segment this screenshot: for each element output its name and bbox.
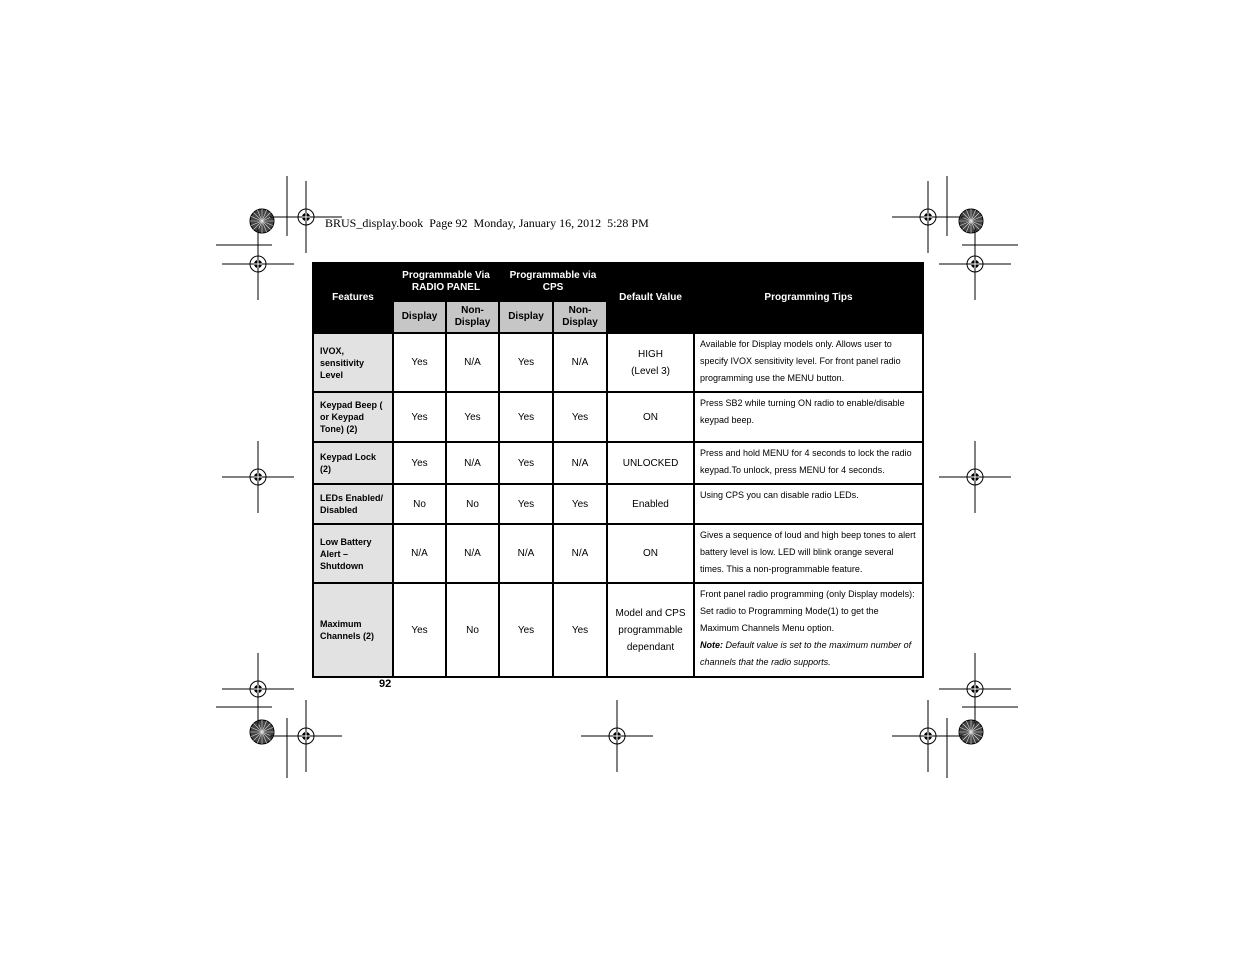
tip-cell: Gives a sequence of loud and high beep tones to alert battery level is low. LED will blink orange several times. This a non-programmable feature. bbox=[694, 524, 923, 583]
cps-display-cell: Yes bbox=[499, 484, 553, 524]
feature-cell: LEDs Enabled/ Disabled bbox=[313, 484, 393, 524]
default-value-cell: ON bbox=[607, 392, 694, 442]
print-header: BRUS_display.book Page 92 Monday, January 16, 2012 5:28 PM bbox=[325, 216, 649, 230]
table-row bbox=[313, 333, 923, 392]
panel-display-cell: No bbox=[393, 484, 446, 524]
cps-display-cell: N/A bbox=[499, 524, 553, 583]
note-label: Note: bbox=[700, 640, 724, 650]
tip-cell: Press and hold MENU for 4 seconds to lock the radio keypad.To unlock, press MENU for 4 seconds. bbox=[694, 442, 923, 484]
header-programming-tips: Programming Tips bbox=[694, 263, 923, 333]
panel-non-display-cell: N/A bbox=[446, 524, 499, 583]
feature-cell: Low Battery Alert – Shutdown bbox=[313, 524, 393, 583]
tip-cell: Available for Display models only. Allows user to specify IVOX sensitivity level. For front panel radio programming use the MENU button. bbox=[694, 333, 923, 392]
header-radio-panel: Programmable Via RADIO PANEL bbox=[393, 263, 499, 301]
panel-display-cell: Yes bbox=[393, 583, 446, 677]
cps-display-cell: Yes bbox=[499, 333, 553, 392]
panel-display-cell: Yes bbox=[393, 442, 446, 484]
default-value-cell: Enabled bbox=[607, 484, 694, 524]
tip-cell: Using CPS you can disable radio LEDs. bbox=[694, 484, 923, 524]
tip-text: Front panel radio programming (only Display models): Set radio to Programming Mode(1) to get the Maximum Channels Menu option. bbox=[700, 589, 915, 633]
table-row bbox=[313, 484, 923, 524]
table-row bbox=[313, 583, 923, 677]
feature-table bbox=[312, 262, 924, 678]
default-value-cell: Model and CPS programmable dependant bbox=[607, 583, 694, 677]
cps-non-display-cell: N/A bbox=[553, 524, 607, 583]
feature-cell: Keypad Beep ( or Keypad Tone) (2) bbox=[313, 392, 393, 442]
table-row bbox=[313, 524, 923, 583]
panel-display-cell: Yes bbox=[393, 392, 446, 442]
default-value-line: (Level 3) bbox=[631, 365, 670, 377]
cps-display-cell: Yes bbox=[499, 392, 553, 442]
tip-cell: Press SB2 while turning ON radio to enable/disable keypad beep. bbox=[694, 392, 923, 442]
cps-display-cell: Yes bbox=[499, 583, 553, 677]
cps-display-cell: Yes bbox=[499, 442, 553, 484]
panel-display-cell: Yes bbox=[393, 333, 446, 392]
panel-non-display-cell: N/A bbox=[446, 442, 499, 484]
feature-cell: Keypad Lock (2) bbox=[313, 442, 393, 484]
subheader-panel-non-display: Non-Display bbox=[446, 301, 499, 333]
cps-non-display-cell: N/A bbox=[553, 333, 607, 392]
panel-non-display-cell: N/A bbox=[446, 333, 499, 392]
panel-non-display-cell: No bbox=[446, 583, 499, 677]
subheader-panel-display: Display bbox=[393, 301, 446, 333]
page-number: 92 bbox=[379, 678, 392, 690]
cps-non-display-cell: Yes bbox=[553, 484, 607, 524]
cps-non-display-cell: Yes bbox=[553, 392, 607, 442]
cps-non-display-cell: Yes bbox=[553, 583, 607, 677]
default-value-line: HIGH bbox=[638, 348, 664, 360]
feature-cell: IVOX, sensitivity Level bbox=[313, 333, 393, 392]
subheader-cps-non-display: Non-Display bbox=[553, 301, 607, 333]
panel-display-cell: N/A bbox=[393, 524, 446, 583]
default-value-cell bbox=[607, 333, 694, 392]
panel-non-display-cell: Yes bbox=[446, 392, 499, 442]
subheader-cps-display: Display bbox=[499, 301, 553, 333]
default-value-cell: UNLOCKED bbox=[607, 442, 694, 484]
tip-cell bbox=[694, 583, 923, 677]
tip-note bbox=[700, 637, 917, 671]
default-value-cell: ON bbox=[607, 524, 694, 583]
note-text: Default value is set to the maximum number of channels that the radio supports. bbox=[700, 640, 912, 667]
table-row bbox=[313, 392, 923, 442]
panel-non-display-cell: No bbox=[446, 484, 499, 524]
table-row bbox=[313, 442, 923, 484]
header-default-value: Default Value bbox=[607, 263, 694, 333]
header-cps: Programmable via CPS bbox=[499, 263, 607, 301]
cps-non-display-cell: N/A bbox=[553, 442, 607, 484]
header-features: Features bbox=[313, 263, 393, 333]
feature-cell: Maximum Channels (2) bbox=[313, 583, 393, 677]
